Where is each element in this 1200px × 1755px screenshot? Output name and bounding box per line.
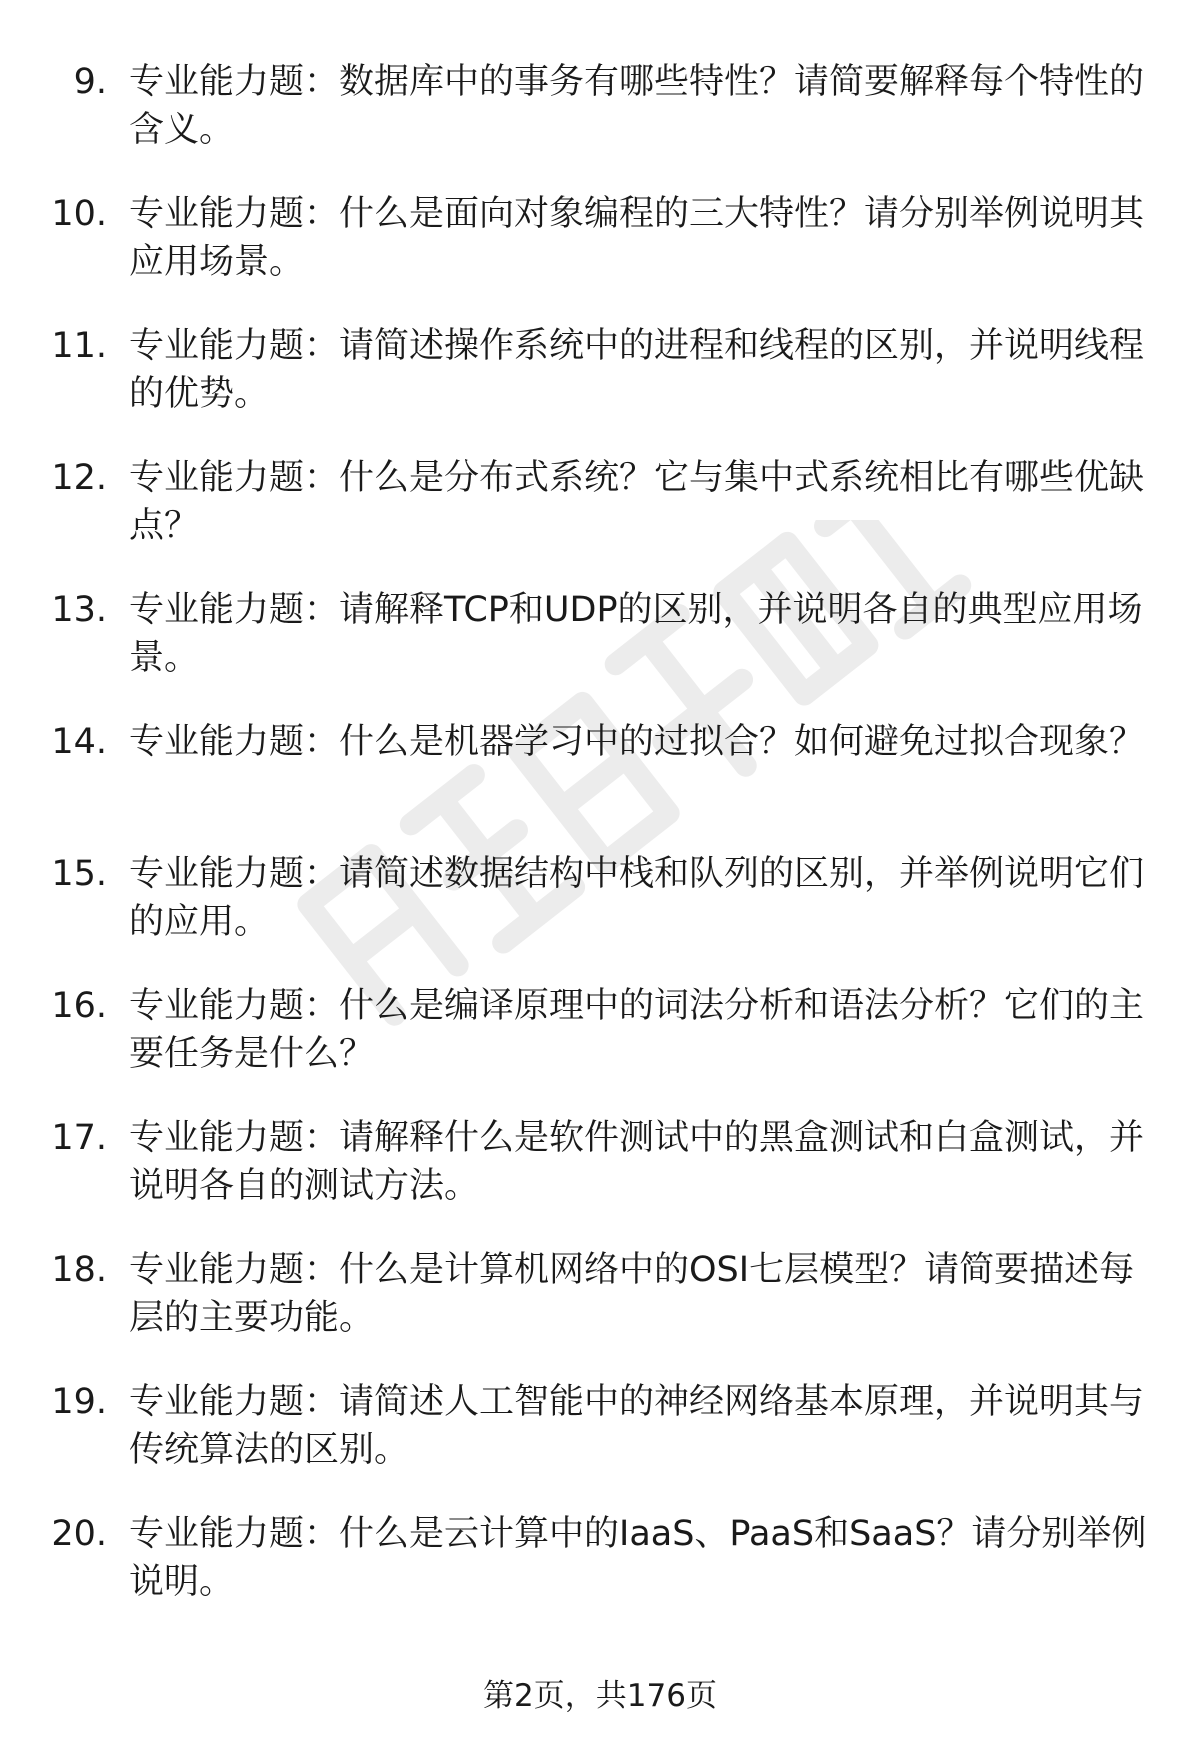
question-text: 专业能力题：什么是面向对象编程的三大特性？请分别举例说明其应用场景。 bbox=[129, 194, 1145, 282]
question-item bbox=[0, 190, 1200, 322]
question-item bbox=[0, 1378, 1200, 1510]
question-text: 专业能力题：请简述操作系统中的进程和线程的区别，并说明线程的优势。 bbox=[129, 326, 1145, 414]
question-number: 19. bbox=[51, 1382, 107, 1422]
question-item bbox=[0, 58, 1200, 190]
question-item bbox=[0, 1246, 1200, 1378]
question-text: 专业能力题：请简述人工智能中的神经网络基本原理，并说明其与传统算法的区别。 bbox=[129, 1382, 1145, 1470]
question-item bbox=[0, 322, 1200, 454]
question-text: 专业能力题：数据库中的事务有哪些特性？请简要解释每个特性的含义。 bbox=[129, 62, 1145, 150]
question-number: 18. bbox=[51, 1250, 107, 1290]
question-number: 17. bbox=[51, 1118, 107, 1158]
question-number: 16. bbox=[51, 986, 107, 1026]
question-text: 专业能力题：请解释TCP和UDP的区别，并说明各自的典型应用场景。 bbox=[129, 590, 1143, 678]
question-number: 9. bbox=[73, 62, 107, 102]
question-item bbox=[0, 586, 1200, 718]
question-item bbox=[0, 1114, 1200, 1246]
question-text: 专业能力题：请简述数据结构中栈和队列的区别，并举例说明它们的应用。 bbox=[129, 854, 1145, 942]
question-text: 专业能力题：请解释什么是软件测试中的黑盒测试和白盒测试，并说明各自的测试方法。 bbox=[129, 1118, 1145, 1206]
question-item bbox=[0, 1510, 1200, 1642]
question-number: 20. bbox=[51, 1514, 107, 1554]
question-list bbox=[0, 58, 1200, 1642]
question-number: 12. bbox=[51, 458, 107, 498]
question-number: 10. bbox=[51, 194, 107, 234]
question-item bbox=[0, 850, 1200, 982]
question-text: 专业能力题：什么是计算机网络中的OSI七层模型？请简要描述每层的主要功能。 bbox=[129, 1250, 1135, 1338]
page-footer: 第2页，共176页 bbox=[483, 1678, 717, 1714]
question-number: 13. bbox=[51, 590, 107, 630]
question-item bbox=[0, 718, 1200, 850]
question-number: 11. bbox=[51, 326, 107, 366]
question-number: 15. bbox=[51, 854, 107, 894]
question-text: 专业能力题：什么是机器学习中的过拟合？如何避免过拟合现象？ bbox=[129, 722, 1145, 762]
question-item bbox=[0, 982, 1200, 1114]
question-text: 专业能力题：什么是分布式系统？它与集中式系统相比有哪些优缺点？ bbox=[129, 458, 1145, 546]
question-text: 专业能力题：什么是编译原理中的词法分析和语法分析？它们的主要任务是什么？ bbox=[129, 986, 1145, 1074]
question-text: 专业能力题：什么是云计算中的IaaS、PaaS和SaaS？请分别举例说明。 bbox=[129, 1514, 1147, 1602]
question-item bbox=[0, 454, 1200, 586]
question-number: 14. bbox=[51, 722, 107, 762]
